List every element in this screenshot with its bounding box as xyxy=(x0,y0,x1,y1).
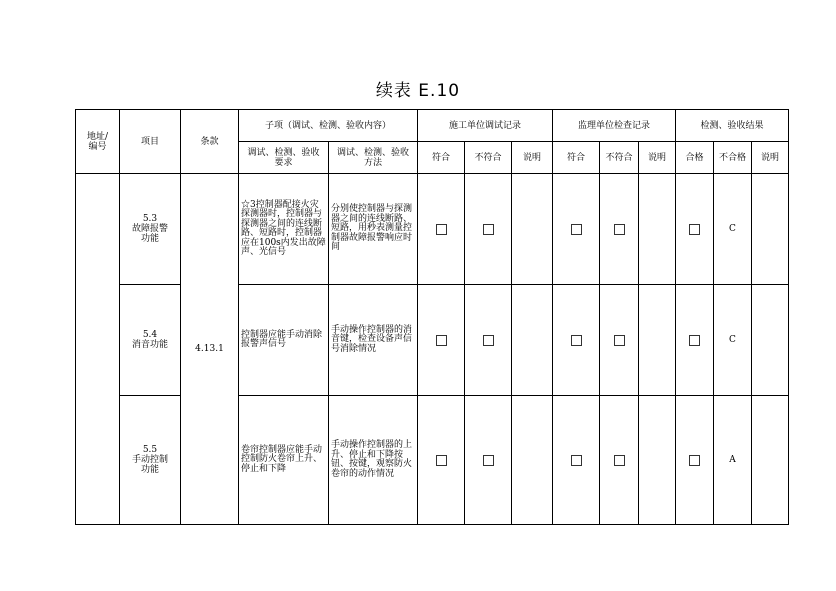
row-requirement: ☆3控制器配接火灾探测器时，控制器与探测器之间的连线断路、短路时，控制器应在100s内发出故障声、光信号 xyxy=(239,174,329,285)
table-row xyxy=(76,174,789,285)
supervision-note-cell[interactable] xyxy=(639,396,676,525)
construction-conform-checkbox[interactable] xyxy=(436,455,447,466)
construction-nonconform-cell xyxy=(465,396,512,525)
supervision-note-cell[interactable] xyxy=(639,174,676,285)
supervision-nonconform-checkbox[interactable] xyxy=(614,224,625,235)
row-item: 5.4 消音功能 xyxy=(120,285,181,396)
construction-nonconform-checkbox[interactable] xyxy=(483,224,494,235)
result-note-cell[interactable] xyxy=(752,396,789,525)
supervision-conform-checkbox[interactable] xyxy=(571,455,582,466)
construction-note-cell[interactable] xyxy=(512,396,553,525)
clause-cell: 4.13.1 xyxy=(181,174,239,525)
construction-nonconform-cell xyxy=(465,285,512,396)
result-pass-checkbox[interactable] xyxy=(689,335,700,346)
result-pass-cell xyxy=(676,396,714,525)
supervision-conform-cell xyxy=(553,174,600,285)
header-construction-conform: 符合 xyxy=(418,142,465,174)
header-sub-method: 调试、检测、验收 方法 xyxy=(329,142,418,174)
construction-nonconform-checkbox[interactable] xyxy=(483,335,494,346)
header-address-id: 地址/ 编号 xyxy=(76,110,120,174)
header-sub-item: 子项（调试、检测、验收内容） xyxy=(239,110,418,142)
supervision-nonconform-cell xyxy=(600,396,639,525)
header-sub-requirement: 调试、检测、验收 要求 xyxy=(239,142,329,174)
header-construction-nonconform: 不符合 xyxy=(465,142,512,174)
supervision-conform-checkbox[interactable] xyxy=(571,224,582,235)
supervision-conform-checkbox[interactable] xyxy=(571,335,582,346)
supervision-nonconform-checkbox[interactable] xyxy=(614,335,625,346)
header-supervision-conform: 符合 xyxy=(553,142,600,174)
construction-conform-cell xyxy=(418,174,465,285)
construction-conform-cell xyxy=(418,396,465,525)
construction-nonconform-checkbox[interactable] xyxy=(483,455,494,466)
construction-conform-checkbox[interactable] xyxy=(436,335,447,346)
row-requirement: 卷帘控制器应能手动控制防火卷帘上升、停止和下降 xyxy=(239,396,329,525)
supervision-nonconform-cell xyxy=(600,285,639,396)
header-construction: 施工单位调试记录 xyxy=(418,110,553,142)
inspection-table xyxy=(75,109,789,525)
construction-nonconform-cell xyxy=(465,174,512,285)
row-method: 手动操作控制器的消音键，检查设备声信号消除情况 xyxy=(329,285,418,396)
result-grade: C xyxy=(714,174,752,285)
header-clause: 条款 xyxy=(181,110,239,174)
construction-conform-cell xyxy=(418,285,465,396)
page-title: 续表 E.10 xyxy=(375,81,461,101)
result-pass-cell xyxy=(676,285,714,396)
supervision-note-cell[interactable] xyxy=(639,285,676,396)
result-pass-checkbox[interactable] xyxy=(689,455,700,466)
header-item: 项目 xyxy=(120,110,181,174)
row-method: 手动操作控制器的上升、停止和下降按钮、按键，观察防火卷帘的动作情况 xyxy=(329,396,418,525)
row-item: 5.5 手动控制 功能 xyxy=(120,396,181,525)
supervision-nonconform-checkbox[interactable] xyxy=(614,455,625,466)
row-method: 分别使控制器与探测器之间的连线断路、短路，用秒表测量控制器故障报警响应时间 xyxy=(329,174,418,285)
construction-note-cell[interactable] xyxy=(512,285,553,396)
result-note-cell[interactable] xyxy=(752,285,789,396)
header-supervision-note: 说明 xyxy=(639,142,676,174)
header-construction-note: 说明 xyxy=(512,142,553,174)
construction-note-cell[interactable] xyxy=(512,174,553,285)
row-requirement: 控制器应能手动消除报警声信号 xyxy=(239,285,329,396)
result-note-cell[interactable] xyxy=(752,174,789,285)
result-grade: C xyxy=(714,285,752,396)
construction-conform-checkbox[interactable] xyxy=(436,224,447,235)
header-result-note: 说明 xyxy=(752,142,789,174)
address-cell xyxy=(76,174,120,525)
header-result-pass: 合格 xyxy=(676,142,714,174)
supervision-conform-cell xyxy=(553,396,600,525)
result-grade: A xyxy=(714,396,752,525)
header-supervision: 监理单位检查记录 xyxy=(553,110,676,142)
supervision-conform-cell xyxy=(553,285,600,396)
header-result-fail: 不合格 xyxy=(714,142,752,174)
header-supervision-nonconform: 不符合 xyxy=(600,142,639,174)
supervision-nonconform-cell xyxy=(600,174,639,285)
result-pass-cell xyxy=(676,174,714,285)
row-item: 5.3 故障报警 功能 xyxy=(120,174,181,285)
header-result: 检测、验收结果 xyxy=(676,110,789,142)
result-pass-checkbox[interactable] xyxy=(689,224,700,235)
